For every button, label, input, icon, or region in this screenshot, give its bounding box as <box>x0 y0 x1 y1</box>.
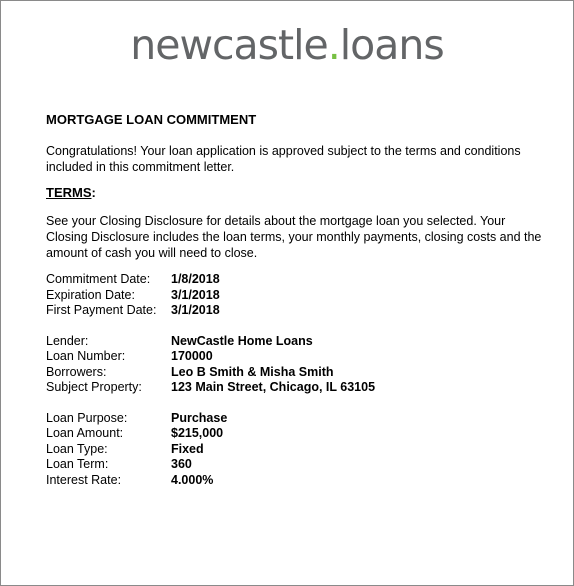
field-value: 123 Main Street, Chicago, IL 63105 <box>171 380 376 394</box>
field-value: NewCastle Home Loans <box>171 333 313 348</box>
loan-details-table <box>46 411 227 489</box>
field-value: 3/1/2018 <box>171 303 220 317</box>
field-row <box>46 473 227 489</box>
field-label: First Payment Date: <box>46 303 157 317</box>
field-value: 1/8/2018 <box>171 272 220 286</box>
field-row <box>46 303 220 319</box>
field-label: Loan Purpose: <box>46 410 128 425</box>
parties-table <box>46 334 375 396</box>
terms-heading <box>46 185 546 201</box>
field-row <box>46 349 375 365</box>
field-value: 170000 <box>171 349 213 363</box>
letter-content <box>46 112 546 488</box>
field-label: Commitment Date: <box>46 272 151 286</box>
terms-heading-colon: : <box>91 185 96 200</box>
field-row <box>46 272 220 288</box>
field-value: 3/1/2018 <box>171 287 220 302</box>
logo-name: newcastle <box>130 21 328 69</box>
field-label: Loan Amount: <box>46 426 124 440</box>
field-value: 360 <box>171 457 192 471</box>
newcastle-loans-logo <box>1 21 573 69</box>
document-title: MORTGAGE LOAN COMMITMENT <box>46 112 257 127</box>
field-row <box>46 457 227 473</box>
field-value: Fixed <box>171 441 204 456</box>
field-label: Subject Property: <box>46 380 142 394</box>
field-value: Leo B Smith & Misha Smith <box>171 364 334 379</box>
field-row <box>46 365 375 381</box>
field-label: Loan Term: <box>46 457 109 471</box>
logo-dot: . <box>327 21 340 69</box>
field-row <box>46 442 227 458</box>
field-label: Loan Number: <box>46 349 126 363</box>
terms-paragraph: See your Closing Disclosure for details about the mortgage loan you selected. Your Closing Disclosure includes the loan terms, your monthly payments, closing costs and the amount of cash you will need to close. <box>46 214 542 260</box>
field-row <box>46 380 375 396</box>
field-label: Interest Rate: <box>46 472 122 487</box>
intro-paragraph: Congratulations! Your loan application is approved subject to the terms and conditions included in this commitment letter. <box>46 144 521 174</box>
dates-table <box>46 272 220 319</box>
field-value: 4.000% <box>171 472 214 487</box>
field-value: Purchase <box>171 410 228 425</box>
logo-suffix: loans <box>339 21 444 69</box>
field-label: Expiration Date: <box>46 287 135 302</box>
terms-heading-label: TERMS <box>46 185 92 200</box>
field-value: $215,000 <box>171 426 224 440</box>
field-label: Loan Type: <box>46 441 108 456</box>
field-label: Borrowers: <box>46 364 107 379</box>
field-row <box>46 411 227 427</box>
field-row <box>46 334 375 350</box>
field-row <box>46 288 220 304</box>
field-row <box>46 426 227 442</box>
field-label: Lender: <box>46 333 89 348</box>
